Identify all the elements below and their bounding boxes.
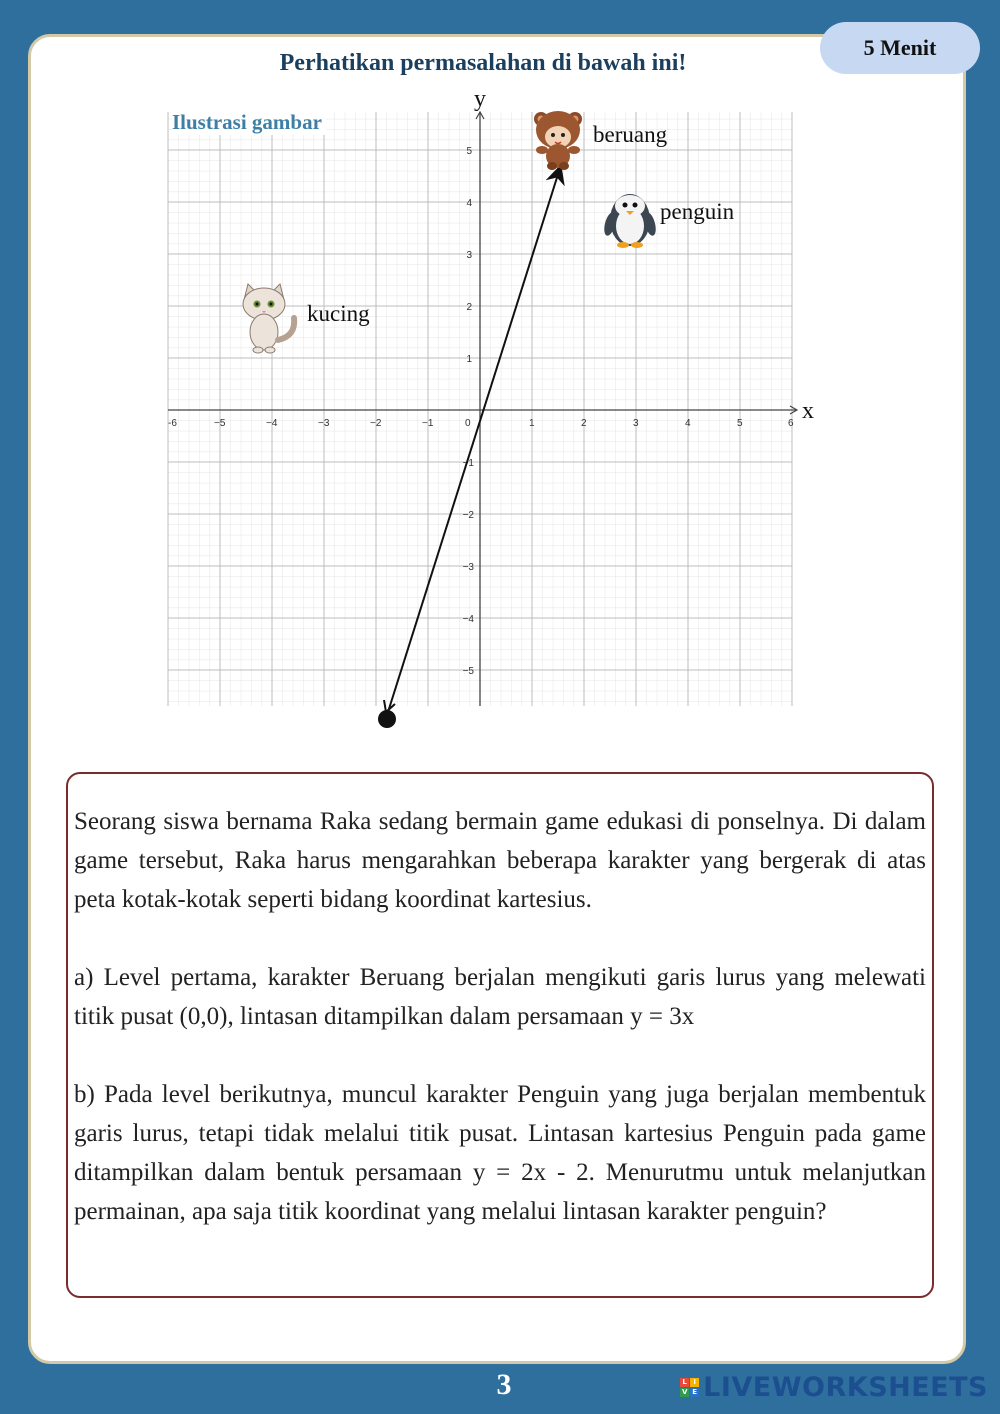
problem-box	[66, 772, 934, 1298]
svg-text:−3: −3	[462, 562, 474, 573]
svg-text:−5: −5	[214, 418, 226, 429]
svg-text:4: 4	[685, 418, 691, 429]
svg-text:−3: −3	[318, 418, 330, 429]
illustration-label: Ilustrasi gambar	[172, 110, 326, 135]
svg-text:1: 1	[466, 354, 472, 365]
problem-part-a: a) Level pertama, karakter Beruang berjalan mengikuti garis lurus yang melewati titik pusat (0,0), lintasan ditampilkan dalam persamaan y = 3x	[74, 964, 926, 1030]
y-axis-label: y	[474, 86, 486, 112]
svg-text:−4: −4	[266, 418, 278, 429]
penguin-label: penguin	[660, 199, 735, 224]
svg-text:−1: −1	[462, 458, 474, 469]
bear-label: beruang	[593, 122, 668, 147]
svg-text:−5: −5	[462, 666, 474, 677]
svg-text:3: 3	[466, 250, 472, 261]
svg-text:6: 6	[788, 418, 794, 429]
svg-text:4: 4	[466, 198, 472, 209]
timer-label: 5 Menit	[863, 35, 937, 60]
svg-text:−4: −4	[462, 614, 474, 625]
liveworksheets-brand	[680, 1372, 988, 1403]
svg-text:−2: −2	[370, 418, 382, 429]
page-title: Perhatikan permasalahan di bawah ini!	[279, 50, 687, 76]
liveworksheets-logo-icon: L I V E	[680, 1378, 699, 1397]
svg-text:3: 3	[633, 418, 639, 429]
svg-text:−1: −1	[422, 418, 434, 429]
page-number: 3	[496, 1368, 512, 1401]
x-axis-label: x	[802, 398, 814, 424]
svg-text:1: 1	[529, 418, 535, 429]
problem-part-b: b) Pada level berikutnya, muncul karakter Penguin yang juga berjalan membentuk garis lurus, tetapi tidak melalui titik pusat. Lintasan kartesius Penguin pada game ditampilkan dalam bentuk persamaan y = 2x - 2. Menurutmu untuk melanjutkan permainan, apa saja titik koordinat yang melalui lintasan karakter penguin?	[74, 1081, 926, 1225]
svg-text:0: 0	[465, 418, 471, 429]
svg-text:5: 5	[737, 418, 743, 429]
svg-text:-6: -6	[168, 418, 177, 429]
problem-intro: Seorang siswa bernama Raka sedang bermain game edukasi di ponselnya. Di dalam game tersebut, Raka harus mengarahkan beberapa karakter yang bergerak di atas peta kotak-kotak seperti bidang koordinat kartesius.	[74, 808, 926, 913]
svg-text:−2: −2	[462, 510, 474, 521]
cat-label: kucing	[307, 301, 370, 326]
brand-text: LIVEWORKSHEETS	[703, 1372, 988, 1403]
svg-text:2: 2	[466, 302, 472, 313]
svg-text:5: 5	[466, 146, 472, 157]
svg-text:2: 2	[581, 418, 587, 429]
start-point-dot	[378, 710, 396, 728]
